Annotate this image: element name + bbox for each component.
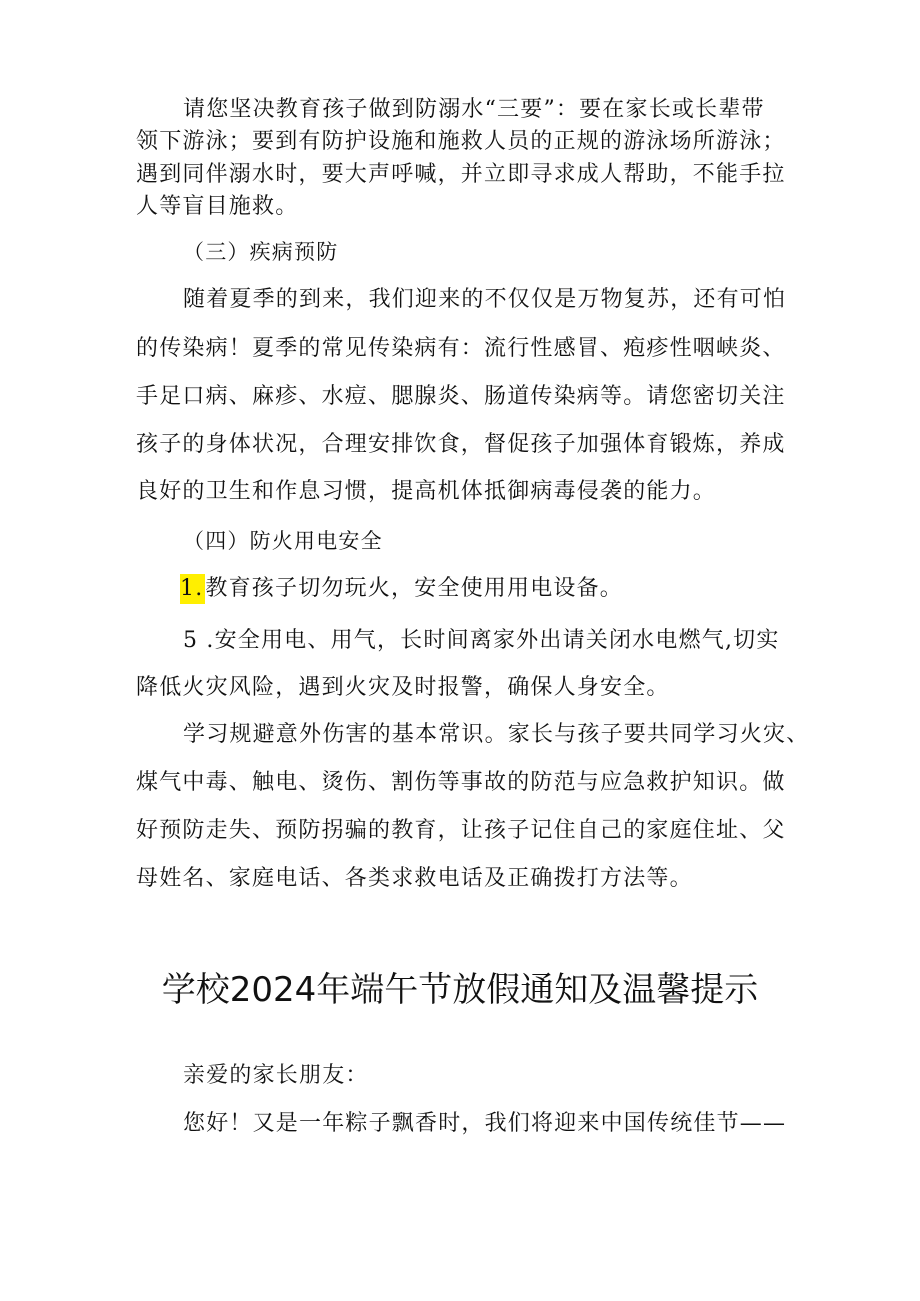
paragraph-line: 煤气中毒、触电、烫伤、割伤等事故的防范与应急救护知识。做 [136,770,786,795]
paragraph-line: 手足口病、麻疹、水痘、腮腺炎、肠道传染病等。请您密切关注 [136,384,786,409]
list-item-text: 教育孩子切勿玩火，安全使用用电设备。 [205,576,623,601]
paragraph-line: 降低火灾风险，遇到火灾及时报警，确保人身安全。 [136,675,670,700]
section-heading: （三）疾病预防 [183,240,339,264]
paragraph-line: 学习规避意外伤害的基本常识。家长与孩子要共同学习火灾、 [183,722,810,747]
paragraph-line: 好预防走失、预防拐骗的教育，让孩子记住自己的家庭住址、父 [136,818,786,843]
paragraph-line: 遇到同伴溺水时，要大声呼喊，并立即寻求成人帮助，不能手拉 [136,162,786,187]
paragraph-line: 的传染病！夏季的常见传染病有：流行性感冒、疱疹性咽峡炎、 [136,336,786,361]
paragraph-line: 孩子的身体状况，合理安排饮食，督促孩子加强体育锻炼，养成 [136,432,786,457]
paragraph-line: 良好的卫生和作息习惯，提高机体抵御病毒侵袭的能力。 [136,479,717,504]
section-heading: （四）防火用电安全 [183,529,383,553]
paragraph-line: 5 .安全用电、用气，长时间离家外出请关闭水电燃气,切实 [183,628,780,653]
greeting: 亲爱的家长朋友： [183,1063,369,1088]
paragraph-line: 请您坚决教育孩子做到防溺水“三要”：要在家长或长辈带 [183,97,765,122]
list-item [180,574,623,604]
opening-line: 您好！又是一年粽子飘香时，我们将迎来中国传统佳节—— [183,1111,787,1136]
paragraph-line: 领下游泳；要到有防护设施和施救人员的正规的游泳场所游泳； [136,129,786,154]
paragraph-line: 母姓名、家庭电话、各类求救电话及正确拨打方法等。 [136,866,693,891]
paragraph-line: 人等盲目施救。 [136,194,299,219]
notice-title: 学校2024年端午节放假通知及温馨提示 [161,970,759,1010]
highlighted-number: 1. [180,574,205,604]
paragraph-line: 随着夏季的到来，我们迎来的不仅仅是万物复苏，还有可怕 [183,287,787,312]
